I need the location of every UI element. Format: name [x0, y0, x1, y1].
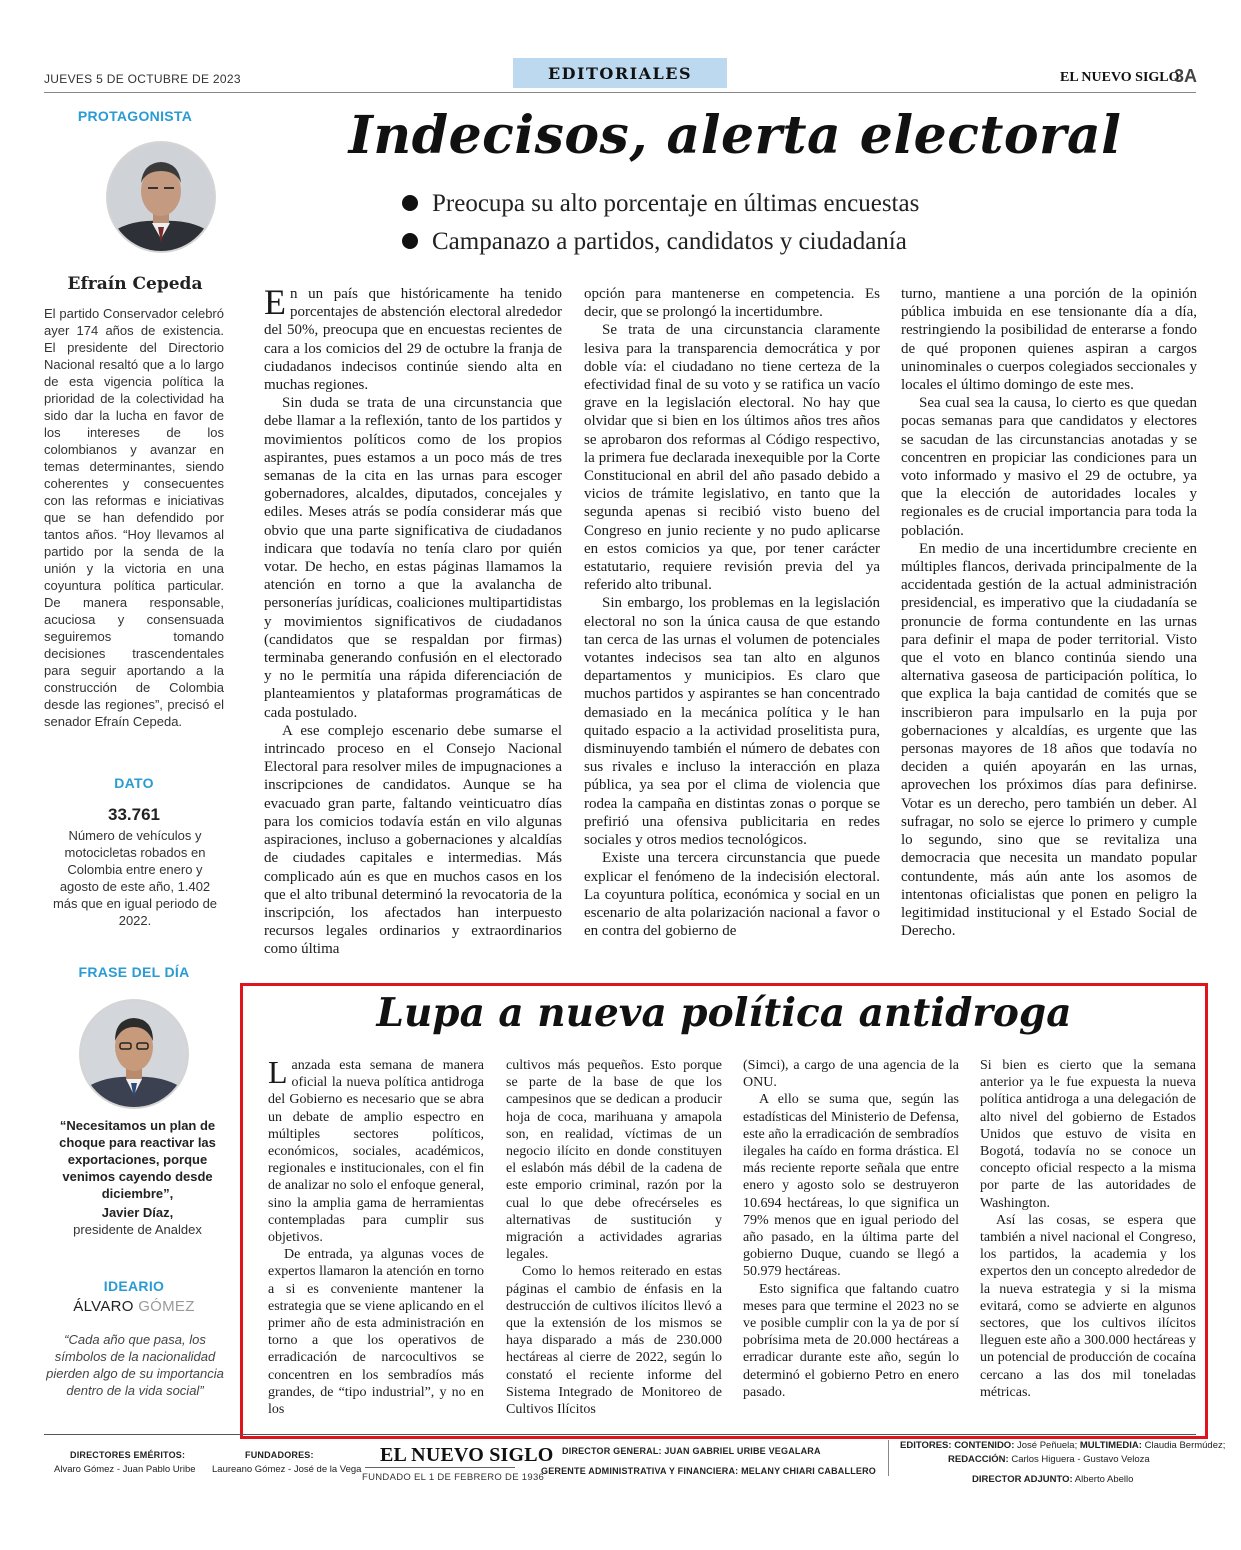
- paragraph: (Simci), a cargo de una agencia de la ONU.: [743, 1058, 959, 1091]
- director-general: DIRECTOR GENERAL: JUAN GABRIEL URIBE VEGALARA: [562, 1446, 821, 1456]
- dato-text: Número de vehículos y motocicletas robados en Colombia entre enero y agosto de este año, 1.402 más que en igual periodo de 2022.: [52, 828, 218, 928]
- frase-label: FRASE DEL DÍA: [78, 964, 190, 980]
- portrait-javier-diaz-icon: [79, 999, 189, 1109]
- ideario-first-name: ÁLVARO: [73, 1298, 139, 1315]
- editorial-2-column-1: [268, 1054, 484, 1418]
- footer-logo-underline: [365, 1467, 515, 1468]
- dato-number: 33.761: [108, 805, 160, 824]
- paragraph: Como lo hemos reiterado en estas páginas el cambio de énfasis en la destrucción de cultivos ilícitos llevó a que la extensión de los mismos se haya disparado a más de 230.000 hectáreas al cierre de 2022, según lo constató el reciente informe del Sistema Integrado de Monitoreo de Cultivos Ilícitos: [506, 1264, 722, 1418]
- header-divider: [44, 92, 1196, 93]
- emeritos-names: Alvaro Gómez - Juan Pablo Uribe: [54, 1464, 196, 1475]
- section-banner: [513, 58, 727, 88]
- emeritos-label: DIRECTORES EMÉRITOS:: [70, 1450, 186, 1460]
- paragraph: Si bien es cierto que la semana anterior ya le fue expuesta la nueva política antidroga a una delegación de alto nivel del gobierno de Estados Unidos que estuvo de visita en Bogotá, todavía no se conoce un concepto oficial respecto a la misma por parte de las autoridades de Washington.: [980, 1058, 1196, 1211]
- footer-divider: [44, 1434, 1196, 1435]
- paragraph: Existe una tercera circunstancia que puede explicar el fenómeno de la indecisión electoral. La coyuntura política, económica y social en un escenario de alta polarización nacional a favor o en contra del gobierno de: [584, 850, 880, 940]
- adjunto-credits: [972, 1474, 1133, 1485]
- ideario-label: IDEARIO: [103, 1278, 165, 1294]
- editorial-1-column-3: [901, 285, 1197, 940]
- editores-credits: [900, 1440, 1225, 1451]
- paragraph: [264, 282, 562, 394]
- editorial-1-subtitle: [402, 190, 919, 218]
- adjunto-label: DIRECTOR ADJUNTO:: [972, 1474, 1073, 1485]
- paragraph-text: anzada esta semana de manera oficial la nueva política antidroga del Gobierno es necesario que se abra un debate de amplio espectro en múltiples sectores políticos, económicos, sociales, académicos, regionales e institucionales, con el fin de analizar no solo el enfoque general, sino la amplia gama de herramientas contempladas para cumplir sus objetivos.: [268, 1058, 484, 1246]
- ideario-quote: “Cada año que pasa, los símbolos de la nacionalidad pierden algo de su importancia dentro de la vida social”: [46, 1332, 224, 1398]
- editorial-1-column-2: [584, 285, 880, 940]
- adjunto-name: Alberto Abello: [1074, 1474, 1134, 1485]
- ideario-author: [44, 1298, 224, 1315]
- protagonista-name: Efraín Cepeda: [67, 274, 203, 294]
- section-title: EDITORIALES: [547, 63, 693, 83]
- bullet-icon: [402, 233, 418, 249]
- paragraph: Así las cosas, se espera que también a nivel nacional el Congreso, los partidos, la academia y los expertos den un concepto alrededor de la nueva estrategia y si la misma evitará, como se advierte en algunos sectores, que los cultivos ilícitos lleguen este año a 300.000 hectáreas y un potencial de producción de cocaína cercano a las dos mil toneladas métricas.: [980, 1212, 1196, 1400]
- footer-logo: EL NUEVO SIGLO: [380, 1444, 554, 1466]
- multimedia-label: MULTIMEDIA:: [1079, 1440, 1142, 1451]
- multimedia-name: Claudia Bermúdez;: [1144, 1440, 1226, 1451]
- bullet-icon: [402, 195, 418, 211]
- redaccion-names: Carlos Higuera - Gustavo Veloza: [1011, 1454, 1150, 1465]
- paragraph: Sin embargo, los problemas en la legislación electoral no son la única causa de que estando tan cerca de las urnas el volumen de potenciales votantes indecisos sea tan alto en algunos departamentos y municipios. Es claro que muchos partidos y aspirantes se han concentrado demasiado en la mecánica política y le han quitado espacio a la actividad proselitista pura, disminuyendo también el número de debates con sus rivales e incluso la interacción en plaza pública, ya sea por el clima de violencia que rodea la campaña en distintas zonas o porque se prefirió una ofensiva publicitaria en redes sociales y otros medios tecnológicos.: [584, 595, 880, 849]
- frase-quote: “Necesitamos un plan de choque para reactivar las exportaciones, porque venimos cayendo desde diciembre”,: [59, 1118, 216, 1201]
- paragraph: Sea cual sea la causa, lo cierto es que quedan pocas semanas para que candidatos y electores se sacudan de las circunstancias anotadas y se concentren en propiciar las condiciones para un voto informado y masivo el 29 de octubre, ya que la elección de autoridades locales y regionales es de crucial importancia para toda la población.: [901, 395, 1197, 539]
- subtitle-text: Campanazo a partidos, candidatos y ciudadanía: [432, 228, 907, 255]
- portrait-efrain-cepeda-icon: [106, 141, 216, 253]
- ideario-last-name: GÓMEZ: [138, 1298, 195, 1315]
- paragraph: Esto significa que faltando cuatro meses para que termine el 2023 no se ve posible cumplir con la ya de por sí pobrísima meta de 20.000 hectáreas a erradicar durante este año, según lo determinó el gobierno Petro en enero pasado.: [743, 1281, 959, 1400]
- editorial-2-title: Lupa a nueva política antidroga: [376, 990, 1072, 1036]
- redaccion-label: REDACCIÓN:: [948, 1454, 1009, 1465]
- page-number: 3A: [1174, 66, 1198, 86]
- paragraph: De entrada, ya algunas voces de expertos llamaron la atención en torno a si es conveniente mantener la estrategia que se viene aplicando en el primer año de esta administración en torno a que los operativos de erradicación de narcocultivos se concentren en los sembradíos más grandes, de “tipo industrial”, y no en los: [268, 1247, 484, 1418]
- frase-role: presidente de Analdex: [73, 1222, 202, 1237]
- paragraph: Se trata de una circunstancia claramente lesiva para la transparencia democrática y por doble vía: el ciudadano no tiene certeza de la efectividad final de su voto y se ratifica un vacío grave en la legislación electoral. No hay que olvidar que si bien en los últimos años tres años se aprobaron dos reformas al Código respectivo, la primera fue declarada inexequible por la Corte Constitucional en abril del año pasado debido a vicios de trámite legislativo, en tanto que la segunda apenas si recibió visto bueno del Congreso en junio reciente y no pudo aplicarse en estos comicios ya que, por tener carácter estatutario, requiere revisión previa del ya referido alto tribunal.: [584, 322, 880, 594]
- paragraph: Sin duda se trata de una circunstancia que debe llamar a la reflexión, tanto de los partidos y movimientos políticos como de los propios aspirantes, pues estamos a un poco más de tres semanas de la cita en las urnas para escoger gobernadores, alcaldes, diputados, concejales y ediles. Meses atrás se podía considerar más que obvio que una parte significativa de ciudadanos indicara que todavía no tenía claro por quién votar. De hecho, en estas páginas llamamos la atención en torno a que la avalancha de personerías jurídicas, coaliciones multipartidistas y movimientos significativos de ciudadanos (candidatos que se respaldan por firmas) terminaba generando confusión en el electorado y no le permitía una rápida diferenciación de planteamientos y plataformas programáticas de cada postulado.: [264, 395, 562, 721]
- fundadores-label: FUNDADORES:: [245, 1450, 314, 1460]
- gerente: GERENTE ADMINISTRATIVA Y FINANCIERA: MELANY CHIARI CABALLERO: [541, 1466, 877, 1476]
- editorial-1-title: Indecisos, alerta electoral: [348, 105, 1122, 166]
- masthead-brand: EL NUEVO SIGLO: [1060, 70, 1180, 85]
- paragraph: cultivos más pequeños. Esto porque se parte de la base de que los campesinos que se dedican a producir hoja de coca, marihuana y amapola son, en realidad, víctimas de un negocio ilícito en donde constituyen el eslabón más débil de la cadena de este emporio criminal, razón por la cual lo que debe ofrecérseles es alternativas de sustitución y migración a actividades agrarias legales.: [506, 1058, 722, 1263]
- paragraph: A ello se suma que, según las estadísticas del Ministerio de Defensa, este año la erradicación de sembradíos ilegales ha caído en forma drástica. El más reciente reporte señala que entre enero y agosto solo se destruyeron 10.694 hectáreas, lo que significa un 79% menos que en igual periodo del año pasado, en la última parte del gobierno Duque, cuando se llegó a 50.979 hectáreas.: [743, 1092, 959, 1280]
- editorial-1-subtitle: [402, 228, 907, 256]
- editores-contenido: José Peñuela;: [1017, 1440, 1078, 1451]
- dropcap: L: [268, 1054, 288, 1090]
- paragraph: turno, mantiene a una porción de la opinión pública imbuida en ese tensionante día a día, restringiendo la posibilidad de enterarse a fondo de qué proponen quienes aspiran a cargos uninominales o cuerpos colegiados seccionales y locales el último domingo de este mes.: [901, 286, 1197, 394]
- founded-date: FUNDADO EL 1 DE FEBRERO DE 1936: [362, 1472, 545, 1483]
- protagonista-label: PROTAGONISTA: [77, 108, 193, 124]
- paragraph: A ese complejo escenario debe sumarse el intrincado proceso en el Consejo Nacional Electoral para resolver miles de impugnaciones a inscripciones de candidatos. Aunque se ha evacuado gran parte, faltando veinticuatro días para los comicios todavía están en vilo algunas aspiraciones, incluso a gobernaciones y alcaldías de ciudades capitales e intermedias. Más complicado aún es que en muchos casos en los que el alto tribunal determinó la revocatoria de la inscripción, los afectados han interpuesto recursos legales ordinarios y extraordinarios como última: [264, 722, 562, 958]
- page-date: JUEVES 5 DE OCTUBRE DE 2023: [44, 72, 241, 86]
- editorial-1-column-1: [264, 282, 562, 959]
- paragraph-text: n un país que históricamente ha tenido porcentajes de abstención electoral alrededor del 50%, preocupa que en encuestas recientes de cara a los comicios del 29 de octubre la franja de ciudadanos indecisos continúe siendo alta en muchas regiones.: [264, 286, 562, 394]
- dato-label: DATO: [114, 775, 154, 791]
- editorial-2-column-2: [506, 1057, 722, 1418]
- paragraph: [268, 1054, 484, 1246]
- protagonista-text: El partido Conservador celebró ayer 174 años de existencia. El presidente del Directorio Nacional resaltó que a lo largo de esta vigencia política la prioridad de la colectividad ha sido dar la lucha en favor de los intereses de los colombianos y avanzar en temas determinantes, siendo coherentes y consecuentes con las reformas e iniciativas que se han defendido por tantos años. “Hoy llevamos al partido por la senda de la unión y la victoria en una coyuntura política particular. De manera responsable, acuciosa y consensuada seguiremos tomando decisiones trascendentales para seguir aportando a la construcción de Colombia desde las regiones”, precisó el senador Efraín Cepeda.: [44, 306, 224, 729]
- dropcap: E: [264, 282, 286, 322]
- paragraph: En medio de una incertidumbre creciente en múltiples flancos, derivada principalmente de la accidentada gestión de la actual administración presidencial, es imperativo que la ciudadanía se pronuncie de forma contundente en las urnas para definir el mapa de poder territorial. Visto que el voto en blanco continúa siendo una alternativa gaseosa de participación política, lo que explica la baja cantidad de comités que se inscribieron para impulsarlo en la puja por gobernaciones y alcaldías, es urgente que las personas mayores de 18 años que todavía no deciden a quién apoyarán en las urnas, aprovechen los próximos días para definirse. Votar es un derecho, pero también un deber. Al sufragar, no solo se ejerce lo primero y cumple lo segundo, sino que se revitaliza una democracia que necesita un mandato popular contundente, más aún ante los asomos de intentonas oficialistas que ponen en peligro la legitimidad institucional y el Estado Social de Derecho.: [901, 540, 1197, 940]
- editorial-2-column-3: [743, 1057, 959, 1401]
- editores-label: EDITORES: CONTENIDO:: [900, 1440, 1015, 1451]
- fundadores-names: Laureano Gómez - José de la Vega: [212, 1464, 362, 1475]
- subtitle-text: Preocupa su alto porcentaje en últimas encuestas: [432, 190, 920, 217]
- paragraph: opción para mantenerse en competencia. Es decir, que se prolongó la incertidumbre.: [584, 286, 880, 321]
- frase-author: Javier Díaz,: [101, 1205, 174, 1220]
- editorial-2-column-4: [980, 1057, 1196, 1401]
- footer-separator: [888, 1440, 889, 1476]
- redaccion-credits: [948, 1454, 1150, 1465]
